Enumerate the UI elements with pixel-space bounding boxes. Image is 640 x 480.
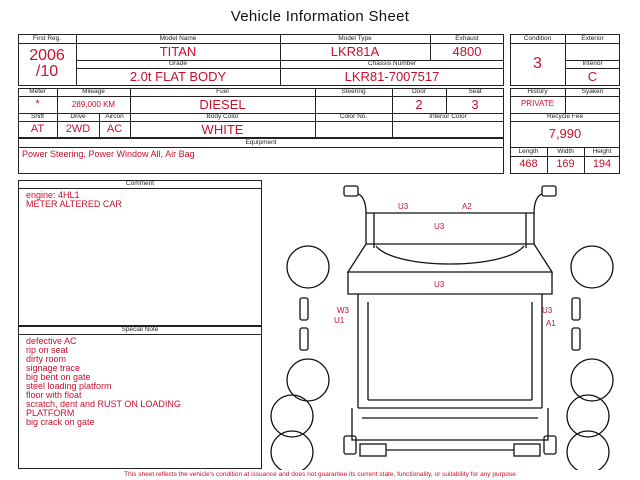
aircon-label: Aircon	[105, 113, 124, 120]
grade-value: 2.0t FLAT BODY	[129, 69, 227, 84]
disclaimer-footer: This sheet reflects the vehicle's condition at issuance and does not guarantee its current state, functionality, or suitability for any purpose	[124, 471, 516, 478]
exterior-label: Exterior	[581, 35, 604, 42]
seat-label: Seat	[468, 88, 482, 95]
special-note-line: signage trace	[26, 363, 81, 373]
syaken-label: Syaken	[581, 88, 604, 95]
door-value: 2	[415, 97, 423, 112]
drive-value: 2WD	[65, 123, 91, 135]
condition-grade: 3	[533, 55, 542, 72]
special-note-line: floor with float	[26, 390, 82, 400]
damage-mark-u3-right: U3	[542, 306, 553, 315]
damage-mark-u3-cab: U3	[434, 222, 445, 231]
exhaust-value: 4800	[452, 45, 482, 59]
width-value: 169	[556, 158, 575, 170]
height-label: Height	[592, 148, 612, 155]
aircon-value: AC	[106, 123, 123, 135]
special-note-lines	[26, 337, 258, 427]
interior-color-label: Interior Color	[429, 113, 467, 120]
history-label: History	[527, 88, 548, 95]
door-label: Door	[411, 88, 427, 95]
meter-label: Meter	[29, 88, 46, 95]
comment-line: engine: 4HL1	[26, 190, 80, 200]
mileage-value: 289,000 KM	[71, 100, 116, 109]
model-type: LKR81A	[330, 45, 380, 59]
vehicle-damage-diagram	[270, 180, 620, 470]
seat-value: 3	[471, 97, 479, 112]
color-no-label: Color No.	[339, 113, 368, 120]
page-title: Vehicle Information Sheet	[230, 8, 410, 25]
damage-mark-u1-left: U1	[334, 316, 345, 325]
history-value: PRIVATE	[520, 99, 555, 108]
special-note-line: PLATFORM	[26, 408, 75, 418]
model-type-label: Model Type	[338, 35, 372, 42]
special-note-line: rip on seat	[26, 345, 69, 355]
first-reg-label: First Reg.	[32, 35, 62, 42]
damage-mark-a1-right: A1	[546, 319, 556, 328]
equipment-label: Equipment	[245, 139, 277, 146]
shift-value: AT	[30, 123, 45, 135]
drive-label: Drive	[70, 113, 86, 120]
comment-line: METER ALTERED CAR	[26, 199, 122, 209]
chassis-label: Chassis Number	[367, 60, 417, 67]
first-reg-year: 2006	[29, 47, 65, 64]
length-value: 468	[519, 158, 538, 170]
body-color-value: WHITE	[201, 122, 244, 137]
fuel-label: Fuel	[216, 88, 229, 95]
model-name: TITAN	[159, 45, 197, 59]
interior-label: Interior	[582, 60, 603, 67]
special-note-line: big bent on gate	[26, 372, 91, 382]
comment-label: Comment	[125, 180, 155, 187]
fuel-value: DIESEL	[199, 97, 246, 112]
exhaust-label: Exhaust	[455, 35, 479, 42]
first-reg-month: /10	[35, 63, 59, 80]
grade-label: Grade	[168, 60, 188, 67]
special-note-line: scratch, dent and RUST ON LOADING	[26, 399, 181, 409]
special-note-line: steel loading platform	[26, 381, 112, 391]
body-color-label: Body Color	[206, 113, 239, 120]
special-note-line: big crack on gate	[26, 417, 95, 427]
equipment-value: Power Steering, Power Window All, Air Bag	[22, 149, 195, 159]
damage-mark-u3-mid: U3	[434, 280, 445, 289]
height-value: 194	[592, 158, 612, 170]
recycle-fee-value: 7,990	[548, 126, 582, 141]
damage-mark-u3-top: U3	[398, 202, 409, 211]
recycle-fee-label: Recycle Fee	[546, 113, 584, 120]
meter-value: *	[35, 98, 40, 110]
condition-label: Condition	[523, 35, 552, 42]
model-name-label: Model Name	[159, 35, 197, 42]
mileage-label: Mileage	[82, 88, 105, 95]
width-label: Width	[557, 148, 574, 155]
steering-label: Steering	[341, 88, 366, 95]
comment-lines	[26, 191, 256, 209]
interior-grade: C	[587, 69, 598, 84]
special-note-line: dirty room	[26, 354, 67, 364]
length-label: Length	[518, 148, 539, 155]
special-note-line: defective AC	[26, 336, 77, 346]
special-note-label: Special Note	[121, 326, 159, 333]
damage-mark-a2-top: A2	[462, 202, 472, 211]
damage-mark-w3-left: W3	[337, 306, 349, 315]
shift-label: Shift	[30, 113, 44, 120]
chassis-number: LKR81-7007517	[344, 69, 440, 84]
